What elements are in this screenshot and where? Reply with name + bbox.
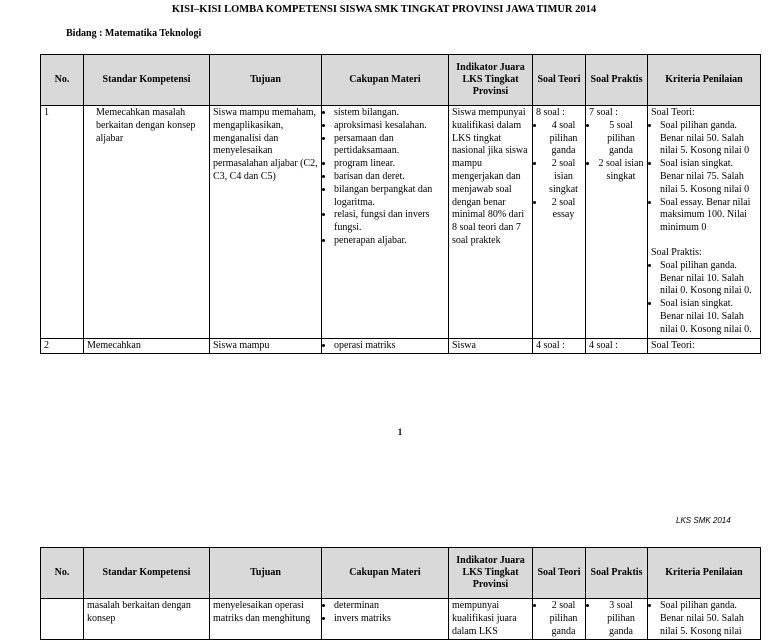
cell-tujuan: Siswa mampu memaham, mengaplikasikan, menganalisi dan menyelesaikan permasalahan aljabar (C2, C3, C4 dan C5) xyxy=(210,106,322,339)
kriteria-praktis-heading: Soal Praktis: xyxy=(651,246,702,258)
list-item: • 4 soal pilihan ganda xyxy=(545,120,582,158)
cell-soal-teori xyxy=(533,106,586,339)
table-row xyxy=(41,106,761,339)
list-item: • barisan dan deret. xyxy=(334,171,445,184)
list-item: • Soal essay. Benar nilai maksimum 100. Nilai minimum 0 xyxy=(660,197,757,235)
header-kriteria-penilaian: Kriteria Penilaian xyxy=(648,548,761,599)
cell-soal-praktis xyxy=(586,599,648,640)
list-item: • Soal pilihan ganda. Benar nilai 10. Salah nilai 0. Kosong nilai 0. xyxy=(660,260,757,298)
header-soal-praktis: Soal Praktis xyxy=(586,548,648,599)
cell-kriteria-penilaian xyxy=(648,106,761,339)
cell-soal-teori xyxy=(533,599,586,640)
list-item: • aproksimasi kesalahan. xyxy=(334,120,445,133)
soal-teori-list xyxy=(536,600,582,638)
cell-indikator: Siswa mempunyai kualifikasi dalam LKS tingkat nasional jika siswa mampu mengerjakan dan menjawab soal dengan benar minimal 80% dari 8 soal teori dan 7 soal praktek xyxy=(449,106,533,339)
materi-list xyxy=(325,600,445,626)
table-row xyxy=(41,599,761,640)
cell-standar-kompetensi: Memecahkan masalah berkaitan dengan konsep aljabar xyxy=(84,106,210,339)
cell-soal-teori: 4 soal : xyxy=(533,338,586,354)
header-standar-kompetensi: Standar Kompetensi xyxy=(84,548,210,599)
header-kriteria-penilaian: Kriteria Penilaian xyxy=(648,55,761,106)
list-item: • penerapan aljabar. xyxy=(334,235,445,248)
table-header-row xyxy=(41,548,761,599)
cell-cakupan-materi xyxy=(322,106,449,339)
list-item: • relasi, fungsi dan invers fungsi. xyxy=(334,209,445,235)
header-no: No. xyxy=(41,548,84,599)
cell-kriteria-penilaian: Soal Teori: xyxy=(648,338,761,354)
header-cakupan-materi: Cakupan Materi xyxy=(322,55,449,106)
kriteria-teori-list xyxy=(651,120,757,235)
list-item: • 2 soal pilihan ganda xyxy=(545,600,582,638)
list-item: • 2 soal essay xyxy=(545,197,582,223)
cell-soal-praktis: 4 soal : xyxy=(586,338,648,354)
cell-tujuan: menyelesaikan operasi matriks dan menghitung xyxy=(210,599,322,640)
cell-no: 2 xyxy=(41,338,84,354)
cell-standar-kompetensi: masalah berkaitan dengan konsep xyxy=(84,599,210,640)
list-item: • invers matriks xyxy=(334,613,445,626)
kriteria-teori-list xyxy=(651,600,757,638)
materi-list xyxy=(325,107,445,248)
list-item: • 2 soal isian singkat xyxy=(545,158,582,196)
header-standar-kompetensi: Standar Kompetensi xyxy=(84,55,210,106)
kisi-kisi-table-page-2 xyxy=(40,547,761,640)
cell-cakupan-materi xyxy=(322,599,449,640)
soal-teori-count: 8 soal : xyxy=(536,107,565,118)
list-item: • Soal isian singkat. Benar nilai 75. Salah nilai 5. Kosong nilai 0 xyxy=(660,158,757,196)
soal-praktis-list xyxy=(589,600,644,638)
header-no: No. xyxy=(41,55,84,106)
table-header-row xyxy=(41,55,761,106)
materi-list xyxy=(325,340,445,353)
list-item: • determinan xyxy=(334,600,445,613)
soal-teori-list xyxy=(536,120,582,222)
header-cakupan-materi: Cakupan Materi xyxy=(322,548,449,599)
list-item: • bilangan berpangkat dan logaritma. xyxy=(334,184,445,210)
header-indikator: Indikator Juara LKS Tingkat Provinsi xyxy=(449,548,533,599)
list-item: • sistem bilangan. xyxy=(334,107,445,120)
header-soal-praktis: Soal Praktis xyxy=(586,55,648,106)
header-soal-teori: Soal Teori xyxy=(533,55,586,106)
cell-indikator: mempunyai kualifikasi juara dalam LKS xyxy=(449,599,533,640)
cell-soal-praktis xyxy=(586,106,648,339)
kriteria-teori-heading: Soal Teori: xyxy=(651,107,695,118)
list-item: • 2 soal isian singkat xyxy=(598,158,644,184)
header-tujuan: Tujuan xyxy=(210,548,322,599)
cell-tujuan: Siswa mampu xyxy=(210,338,322,354)
list-item: • Soal pilihan ganda. Benar nilai 50. Salah nilai 5. Kosong nilai 0 xyxy=(660,120,757,158)
list-item: • persamaan dan pertidaksamaan. xyxy=(334,133,445,159)
list-item: • Soal pilihan ganda. Benar nilai 50. Salah nilai 5. Kosong nilai xyxy=(660,600,757,638)
cell-kriteria-penilaian xyxy=(648,599,761,640)
soal-praktis-count: 7 soal : xyxy=(589,107,618,118)
list-item: • 5 soal pilihan ganda xyxy=(598,120,644,158)
soal-praktis-list xyxy=(589,120,644,184)
cell-no xyxy=(41,599,84,640)
page-number: 1 xyxy=(397,427,403,437)
cell-no: 1 xyxy=(41,106,84,339)
list-item: • 3 soal pilihan ganda xyxy=(598,600,644,638)
document-title: KISI–KISI LOMBA KOMPETENSI SISWA SMK TINGKAT PROVINSI JAWA TIMUR 2014 xyxy=(171,4,597,15)
kriteria-praktis-list xyxy=(651,260,757,337)
cell-standar-kompetensi: Memecahkan xyxy=(84,338,210,354)
bidang-label: Bidang : Matematika Teknologi xyxy=(66,28,202,39)
header-indikator: Indikator Juara LKS Tingkat Provinsi xyxy=(449,55,533,106)
header-soal-teori: Soal Teori xyxy=(533,548,586,599)
kisi-kisi-table-page-1 xyxy=(40,54,761,354)
cell-indikator: Siswa xyxy=(449,338,533,354)
cell-cakupan-materi xyxy=(322,338,449,354)
list-item: • Soal isian singkat. Benar nilai 10. Salah nilai 0. Kosong nilai 0. xyxy=(660,298,757,336)
spacer xyxy=(651,235,757,247)
list-item: • program linear. xyxy=(334,158,445,171)
page-footer: LKS SMK 2014 xyxy=(676,516,731,525)
header-tujuan: Tujuan xyxy=(210,55,322,106)
table-row xyxy=(41,338,761,354)
list-item: • operasi matriks xyxy=(334,340,445,353)
